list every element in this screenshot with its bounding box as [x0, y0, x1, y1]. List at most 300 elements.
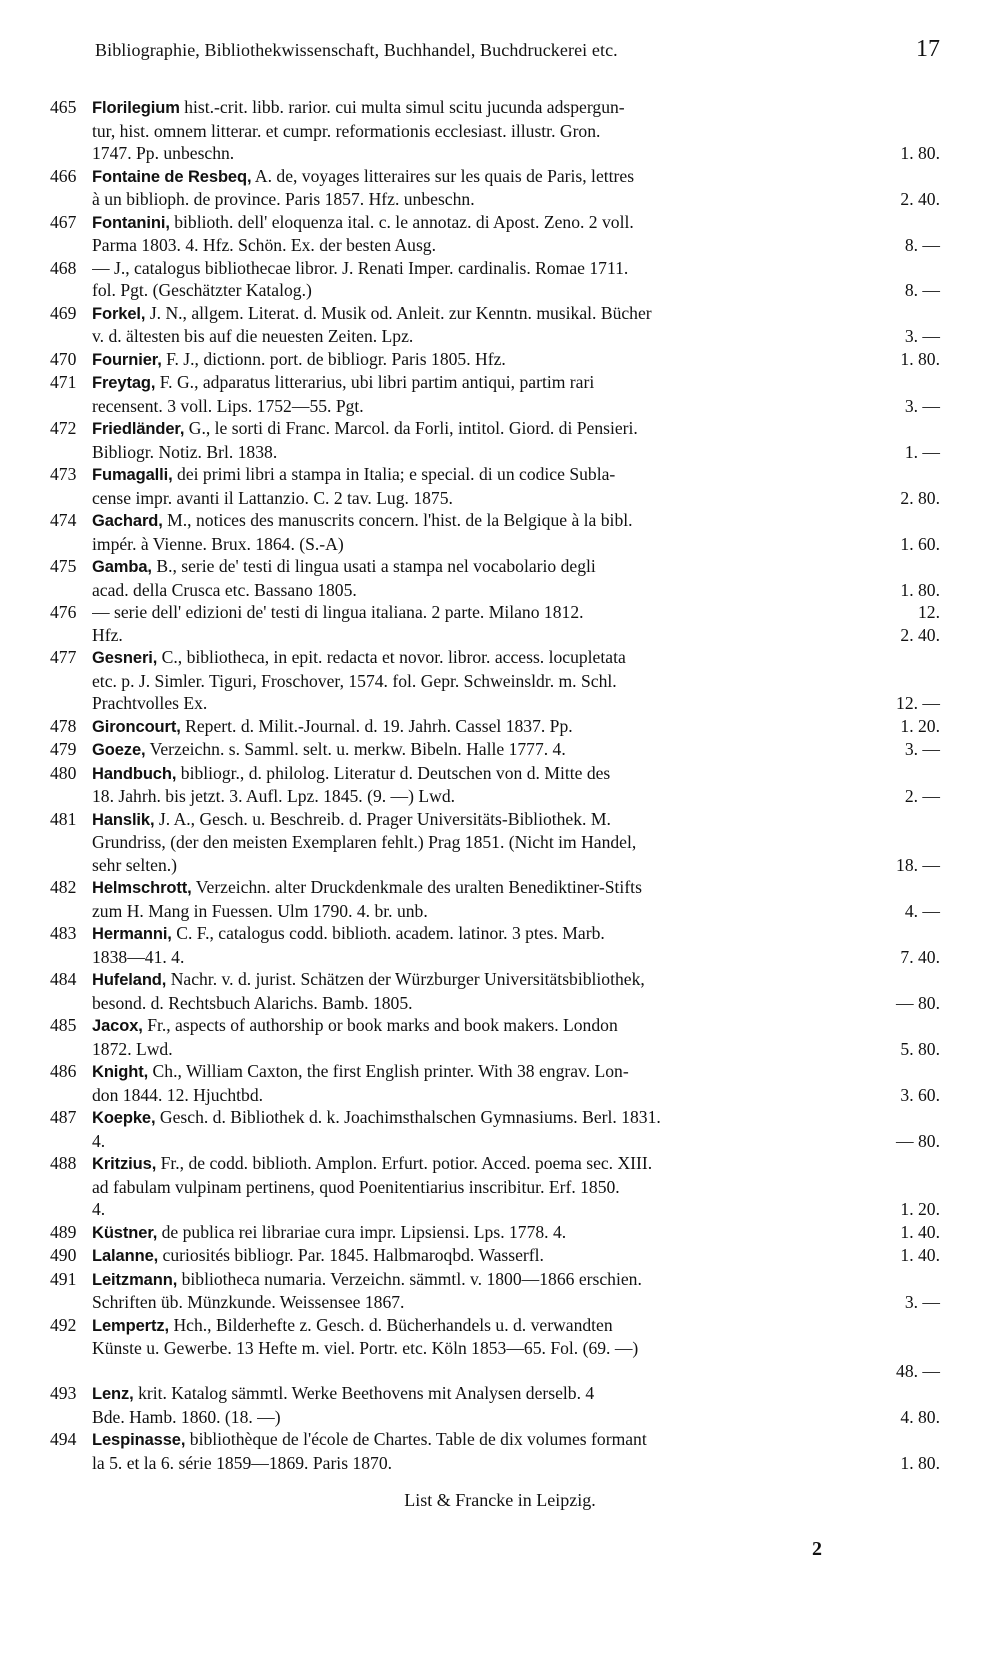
entry-lines	[92, 1268, 940, 1314]
entry-line	[92, 96, 940, 120]
catalog-entry	[50, 922, 940, 968]
entry-line	[92, 624, 940, 647]
entry-line-text	[92, 1038, 890, 1061]
entry-number: 483	[50, 923, 77, 943]
entry-price	[930, 1152, 940, 1176]
entry-line-text	[92, 785, 895, 808]
entry-price	[930, 257, 940, 280]
entry-price	[930, 302, 940, 326]
entry-line	[92, 1060, 940, 1084]
catalog-entry-list	[50, 96, 940, 1474]
entry-description: Bibliogr. Notiz. Brl. 1838.	[92, 441, 278, 462]
entry-line-text	[92, 441, 895, 464]
entry-price	[930, 1106, 940, 1130]
entry-line	[92, 579, 940, 602]
entry-price	[930, 1382, 940, 1406]
entry-author: Hermanni,	[92, 925, 172, 943]
entry-line-text	[92, 1428, 930, 1452]
entry-lines	[92, 715, 940, 739]
entry-price	[930, 1337, 940, 1360]
entry-lines	[92, 555, 940, 601]
entry-description: Parma 1803. 4. Hfz. Schön. Ex. der besten Ausg.	[92, 235, 436, 255]
entry-line	[92, 1406, 940, 1429]
entry-price: 12. —	[896, 693, 940, 713]
catalog-entry	[50, 601, 940, 646]
entry-description: recensent. 3 voll. Lips. 1752—55. Pgt.	[92, 395, 364, 416]
entry-lines	[92, 646, 940, 715]
entry-lines	[92, 1060, 940, 1106]
entry-line	[92, 417, 940, 441]
entry-number: 485	[50, 1015, 77, 1035]
entry-description: J. N., allgem. Literat. d. Musik od. Anleit. zur Kenntn. musikal. Bücher	[149, 302, 652, 323]
catalog-entry	[50, 555, 940, 601]
entry-price	[930, 417, 940, 441]
entry-description: bibliotheca numaria. Verzeichn. sämmtl. v. 1800—1866 erschien.	[181, 1268, 642, 1289]
entry-description: 1838—41. 4.	[92, 946, 185, 967]
entry-line	[92, 1176, 940, 1199]
entry-description: Nachr. v. d. jurist. Schätzen der Würzburger Universitätsbibliothek,	[170, 969, 645, 989]
catalog-entry	[50, 646, 940, 715]
entry-line-text	[92, 1221, 890, 1245]
entry-price: 8. —	[904, 280, 940, 300]
catalog-entry	[50, 1060, 940, 1106]
entry-line	[92, 1038, 940, 1061]
entry-price: — 80.	[896, 1130, 940, 1151]
entry-description: 18. Jahrh. bis jetzt. 3. Aufl. Lpz. 1845. (9. —) Lwd.	[92, 786, 456, 806]
entry-lines	[92, 348, 940, 372]
entry-lines	[92, 302, 940, 348]
entry-line-text	[92, 555, 930, 579]
entry-description: Verzeichn. s. Samml. selt. u. merkw. Bibeln. Halle 1777. 4.	[149, 739, 566, 759]
entry-number: 493	[50, 1383, 77, 1403]
entry-line-text	[92, 1268, 930, 1292]
entry-line-text	[92, 463, 930, 487]
entry-price	[930, 1428, 940, 1452]
entry-author: Goeze,	[92, 741, 146, 759]
entry-price	[930, 509, 940, 533]
entry-description: Repert. d. Milit.-Journal. d. 19. Jahrh. Cassel 1837. Pp.	[185, 715, 573, 736]
entry-description: ad fabulam vulpinam pertinens, quod Poenitentiarius inscribitur. Erf. 1850.	[92, 1176, 620, 1197]
entry-description: bibliothèque de l'école de Chartes. Table de dix volumes formant	[189, 1429, 647, 1449]
entry-price: 2. 80.	[900, 487, 940, 508]
entry-lines	[92, 257, 940, 302]
entry-line	[92, 487, 940, 510]
entry-number: 466	[50, 165, 77, 186]
entry-description: dei primi libri a stampa in Italia; e special. di un codice Subla-	[177, 464, 616, 484]
catalog-entry	[50, 1382, 940, 1428]
entry-description: cense impr. avanti il Lattanzio. C. 2 tav. Lug. 1875.	[92, 487, 453, 508]
entry-line-text	[92, 1106, 930, 1130]
entry-author: Fumagalli,	[92, 466, 173, 484]
entry-number: 492	[50, 1314, 77, 1335]
entry-line-text	[92, 371, 930, 395]
entry-author: Forkel,	[92, 304, 146, 323]
signature-mark: 2	[812, 1538, 822, 1560]
entry-number: 482	[50, 877, 77, 897]
entry-line	[92, 211, 940, 235]
entry-line-text	[92, 646, 930, 670]
entry-line-text	[92, 1130, 886, 1153]
entry-author: Fournier,	[92, 350, 162, 369]
entry-line	[92, 876, 940, 900]
entry-price: 12.	[918, 602, 940, 622]
entry-author: Freytag,	[92, 374, 156, 392]
entry-description: Verzeichn. alter Druckdenkmale des uralten Benediktiner-Stifts	[195, 877, 642, 897]
entry-number: 479	[50, 739, 77, 759]
entry-line	[92, 785, 940, 808]
entry-number: 487	[50, 1107, 77, 1127]
entry-lines	[92, 808, 940, 877]
entry-description: de publica rei librariae cura impr. Lipsiensi. Lps. 1778. 4.	[161, 1221, 567, 1242]
catalog-entry	[50, 1221, 940, 1245]
entry-description: v. d. ältesten bis auf die neuesten Zeiten. Lpz.	[92, 326, 414, 346]
entry-description: fol. Pgt. (Geschätzter Katalog.)	[92, 280, 312, 300]
catalog-entry	[50, 509, 940, 555]
entry-lines	[92, 1314, 940, 1383]
entry-number: 481	[50, 808, 77, 829]
entry-description: Fr., aspects of authorship or book marks and book makers. London	[147, 1015, 618, 1035]
entry-number: 470	[50, 348, 77, 369]
entry-lines	[92, 211, 940, 257]
entry-description: C., bibliotheca, in epit. redacta et novor. libror. access. locupletata	[161, 647, 626, 667]
entry-description: zum H. Mang in Fuessen. Ulm 1790. 4. br. unb.	[92, 900, 428, 921]
entry-line	[92, 395, 940, 418]
entry-lines	[92, 96, 940, 165]
entry-line-text	[92, 1084, 890, 1107]
entry-author: Gesneri,	[92, 649, 158, 667]
entry-line-text	[92, 257, 930, 280]
catalog-entry	[50, 165, 940, 211]
entry-description: C. F., catalogus codd. biblioth. academ. latinor. 3 ptes. Marb.	[176, 923, 605, 943]
entry-number: 494	[50, 1429, 77, 1449]
entry-line-text	[92, 1291, 895, 1314]
entry-lines	[92, 463, 940, 509]
entry-line	[92, 165, 940, 189]
entry-description: Fr., de codd. biblioth. Amplon. Erfurt. potior. Acced. poema sec. XIII.	[160, 1153, 653, 1173]
entry-description: hist.-crit. libb. rarior. cui multa simul scitu jucunda adspergun-	[184, 97, 625, 117]
entry-line	[92, 1268, 940, 1292]
entry-lines	[92, 968, 940, 1014]
entry-price: 1. 80.	[900, 579, 940, 600]
entry-line-text	[92, 234, 895, 257]
entry-line-text	[92, 900, 895, 923]
entry-number: 488	[50, 1153, 77, 1173]
entry-price: 1. 60.	[900, 533, 940, 554]
entry-number: 465	[50, 97, 77, 117]
entry-line-text	[92, 487, 890, 510]
entry-price: 48. —	[896, 1360, 940, 1381]
entry-line-text	[92, 1406, 890, 1429]
entry-price	[930, 646, 940, 670]
entry-price: 2. —	[904, 786, 940, 806]
entry-description: curiosités bibliogr. Par. 1845. Halbmaroqbd. Wasserfl.	[162, 1245, 544, 1265]
entry-price	[930, 1176, 940, 1199]
entry-description: etc. p. J. Simler. Tiguri, Froschover, 1574. fol. Gepr. Schweinsldr. m. Schl.	[92, 670, 617, 691]
entry-description: bibliogr., d. philolog. Literatur d. Deutschen von d. Mitte des	[180, 762, 611, 783]
catalog-entry	[50, 1106, 940, 1152]
catalog-entry	[50, 211, 940, 257]
entry-line	[92, 646, 940, 670]
entry-line-text	[92, 624, 890, 647]
entry-author: Friedländer,	[92, 420, 185, 438]
entry-price: 5. 80.	[900, 1038, 940, 1059]
entry-price	[930, 762, 940, 786]
entry-price	[930, 1268, 940, 1292]
entry-number: 486	[50, 1061, 77, 1081]
entry-number: 480	[50, 762, 77, 783]
entry-description: biblioth. dell' eloquenza ital. c. le annotaz. di Apost. Zeno. 2 voll.	[174, 211, 634, 232]
entry-line-text	[92, 1337, 930, 1360]
entry-description: à un biblioph. de province. Paris 1857. Hfz. unbeschn.	[92, 189, 475, 209]
entry-description: B., serie de' testi di lingua usati a stampa nel vocabolario degli	[156, 556, 596, 576]
catalog-entry	[50, 1268, 940, 1314]
entry-line-text	[92, 279, 895, 302]
entry-line	[92, 831, 940, 854]
entry-author: Koepke,	[92, 1109, 156, 1127]
entry-line	[92, 1152, 940, 1176]
entry-line-text	[92, 395, 895, 418]
entry-line-text	[92, 808, 930, 832]
catalog-entry	[50, 257, 940, 302]
catalog-entry	[50, 968, 940, 1014]
publisher-footer: List & Francke in Leipzig.	[404, 1490, 596, 1510]
entry-line-text	[92, 1176, 930, 1199]
entry-lines	[92, 922, 940, 968]
entry-line	[92, 601, 940, 624]
catalog-entry	[50, 463, 940, 509]
entry-price	[930, 211, 940, 235]
entry-number: 471	[50, 372, 77, 392]
catalog-entry	[50, 715, 940, 739]
entry-line	[92, 1198, 940, 1221]
entry-line	[92, 1337, 940, 1360]
catalog-entry	[50, 1428, 940, 1474]
entry-line	[92, 1428, 940, 1452]
entry-description: acad. della Crusca etc. Bassano 1805.	[92, 579, 357, 600]
entry-lines	[92, 762, 940, 808]
entry-price	[930, 670, 940, 693]
entry-line	[92, 142, 940, 165]
entry-line-text	[92, 1014, 930, 1038]
entry-price	[930, 555, 940, 579]
entry-line-text	[92, 854, 886, 877]
entry-line	[92, 670, 940, 693]
entry-line-text	[92, 579, 890, 602]
entry-description: Schriften üb. Münzkunde. Weissensee 1867.	[92, 1292, 405, 1312]
entry-description: Ch., William Caxton, the first English printer. With 38 engrav. Lon-	[152, 1061, 629, 1081]
entry-line	[92, 234, 940, 257]
entry-price	[930, 1314, 940, 1338]
catalog-entry	[50, 1014, 940, 1060]
entry-line	[92, 1221, 940, 1245]
entry-line-text	[92, 692, 886, 715]
entry-line-text	[92, 831, 930, 854]
entry-line-text	[92, 1060, 930, 1084]
entry-line	[92, 922, 940, 946]
entry-line	[92, 1291, 940, 1314]
entry-description: sehr selten.)	[92, 854, 178, 875]
entry-description: Hfz.	[92, 624, 123, 645]
entry-line-text	[92, 946, 890, 969]
entry-author: Kritzius,	[92, 1155, 157, 1173]
entry-author: Florilegium	[92, 99, 180, 117]
entry-price	[930, 922, 940, 946]
entry-description: 1747. Pp. unbeschn.	[92, 143, 235, 163]
entry-price: 3. —	[904, 1292, 940, 1312]
catalog-entry	[50, 808, 940, 877]
entry-price	[930, 1060, 940, 1084]
entry-line-text	[92, 96, 930, 120]
entry-lines	[92, 509, 940, 555]
entry-description: 4.	[92, 1130, 106, 1151]
entry-description: G., le sorti di Franc. Marcol. da Forli, intitol. Giord. di Pensieri.	[188, 418, 638, 438]
entry-lines	[92, 1014, 940, 1060]
catalog-entry	[50, 96, 940, 165]
entry-author: Gachard,	[92, 512, 163, 530]
entry-line-text	[92, 165, 930, 189]
entry-number: 472	[50, 418, 77, 438]
entry-lines	[92, 1152, 940, 1221]
entry-line	[92, 279, 940, 302]
entry-line	[92, 808, 940, 832]
entry-description: 1872. Lwd.	[92, 1038, 173, 1059]
entry-number: 489	[50, 1221, 77, 1242]
entry-price: 3. —	[904, 395, 940, 416]
entry-line-text	[92, 1198, 890, 1221]
entry-number: 477	[50, 647, 77, 667]
entry-line-text	[92, 715, 890, 739]
entry-price: 1. 40.	[900, 1245, 940, 1265]
entry-line-text	[92, 211, 930, 235]
entry-line	[92, 762, 940, 786]
entry-author: Jacox,	[92, 1017, 143, 1035]
entry-line-text	[92, 142, 890, 165]
entry-author: Lenz,	[92, 1385, 134, 1403]
entry-description: impér. à Vienne. Brux. 1864. (S.-A)	[92, 533, 344, 554]
entry-line-text	[92, 188, 890, 211]
entry-author: Handbuch,	[92, 764, 177, 783]
entry-price	[930, 831, 940, 854]
entry-number: 473	[50, 464, 77, 484]
entry-line	[92, 1314, 940, 1338]
catalog-entry	[50, 371, 940, 417]
entry-line-text	[92, 1360, 886, 1383]
entry-line-text	[92, 762, 930, 786]
entry-price: 4. 80.	[900, 1406, 940, 1427]
entry-description: Bde. Hamb. 1860. (18. —)	[92, 1406, 281, 1427]
entry-line	[92, 302, 940, 326]
entry-description: F. G., adparatus litterarius, ubi libri partim antiqui, partim rari	[159, 372, 595, 392]
entry-description: J. A., Gesch. u. Beschreib. d. Prager Universitäts-Bibliothek. M.	[158, 808, 611, 829]
entry-lines	[92, 165, 940, 211]
entry-lines	[92, 371, 940, 417]
entry-lines	[92, 601, 940, 646]
entry-price	[930, 968, 940, 992]
entry-author: Fontaine de Resbeq,	[92, 167, 252, 186]
entry-description: don 1844. 12. Hjuchtbd.	[92, 1084, 264, 1105]
entry-price: 18. —	[896, 854, 940, 875]
entry-line	[92, 992, 940, 1015]
entry-line	[92, 946, 940, 969]
entry-description: Hch., Bilderhefte z. Gesch. d. Bücherhandels u. d. verwandten	[173, 1314, 613, 1335]
entry-line	[92, 441, 940, 464]
entry-lines	[92, 1244, 940, 1268]
entry-line-text	[92, 417, 930, 441]
entry-lines	[92, 738, 940, 762]
entry-description: — serie dell' edizioni de' testi di lingua italiana. 2 parte. Milano 1812.	[92, 602, 584, 622]
entry-price: 1. 80.	[900, 143, 940, 163]
entry-price	[930, 96, 940, 120]
entry-line-text	[92, 968, 930, 992]
entry-author: Küstner,	[92, 1223, 158, 1242]
entry-line	[92, 854, 940, 877]
entry-number: 469	[50, 302, 77, 323]
entry-line	[92, 968, 940, 992]
entry-line	[92, 1130, 940, 1153]
entry-price	[930, 808, 940, 832]
entry-price	[930, 371, 940, 395]
entry-description: krit. Katalog sämmtl. Werke Beethovens mit Analysen derselb. 4	[138, 1383, 595, 1403]
entry-description: F. J., dictionn. port. de bibliogr. Paris 1805. Hfz.	[166, 348, 506, 369]
entry-line	[92, 257, 940, 280]
entry-lines	[92, 1382, 940, 1428]
entry-line	[92, 1084, 940, 1107]
entry-line	[92, 509, 940, 533]
catalog-entry	[50, 302, 940, 348]
entry-description: — J., catalogus bibliothecae libror. J. Renati Imper. cardinalis. Romae 1711.	[92, 257, 629, 278]
entry-line	[92, 692, 940, 715]
catalog-entry	[50, 417, 940, 463]
entry-author: Knight,	[92, 1063, 149, 1081]
entry-line	[92, 1360, 940, 1383]
entry-line	[92, 715, 940, 739]
entry-line-text	[92, 1152, 930, 1176]
entry-number: 475	[50, 556, 77, 576]
entry-price: 4. —	[904, 900, 940, 921]
entry-price	[930, 1014, 940, 1038]
entry-lines	[92, 1428, 940, 1474]
entry-author: Lespinasse,	[92, 1431, 186, 1449]
entry-line-text	[92, 120, 930, 143]
entry-line	[92, 120, 940, 143]
entry-author: Gamba,	[92, 558, 152, 576]
entry-price	[930, 876, 940, 900]
entry-line	[92, 555, 940, 579]
entry-price: 1. 40.	[900, 1221, 940, 1242]
entry-line	[92, 371, 940, 395]
entry-price: 3. —	[904, 326, 940, 346]
entry-price: 3. 60.	[900, 1084, 940, 1105]
entry-line-text	[92, 348, 890, 372]
entry-lines	[92, 1221, 940, 1245]
entry-line-text	[92, 533, 890, 556]
entry-number: 490	[50, 1245, 77, 1265]
entry-line-text	[92, 1452, 890, 1475]
entry-line	[92, 738, 940, 762]
entry-description: M., notices des manuscrits concern. l'hist. de la Belgique à la bibl.	[167, 510, 633, 530]
entry-line-text	[92, 302, 930, 326]
entry-price: 3. —	[904, 739, 940, 759]
page-number: 17	[916, 36, 940, 62]
entry-line-text	[92, 738, 895, 762]
entry-line	[92, 533, 940, 556]
entry-number: 476	[50, 602, 77, 622]
catalog-entry	[50, 1152, 940, 1221]
catalog-entry	[50, 738, 940, 762]
entry-description: tur, hist. omnem litterar. et cumpr. reformationis ecclesiast. illustr. Gron.	[92, 120, 601, 141]
entry-line-text	[92, 601, 908, 624]
entry-description: Künste u. Gewerbe. 13 Hefte m. viel. Portr. etc. Köln 1853—65. Fol. (69. —)	[92, 1338, 639, 1358]
